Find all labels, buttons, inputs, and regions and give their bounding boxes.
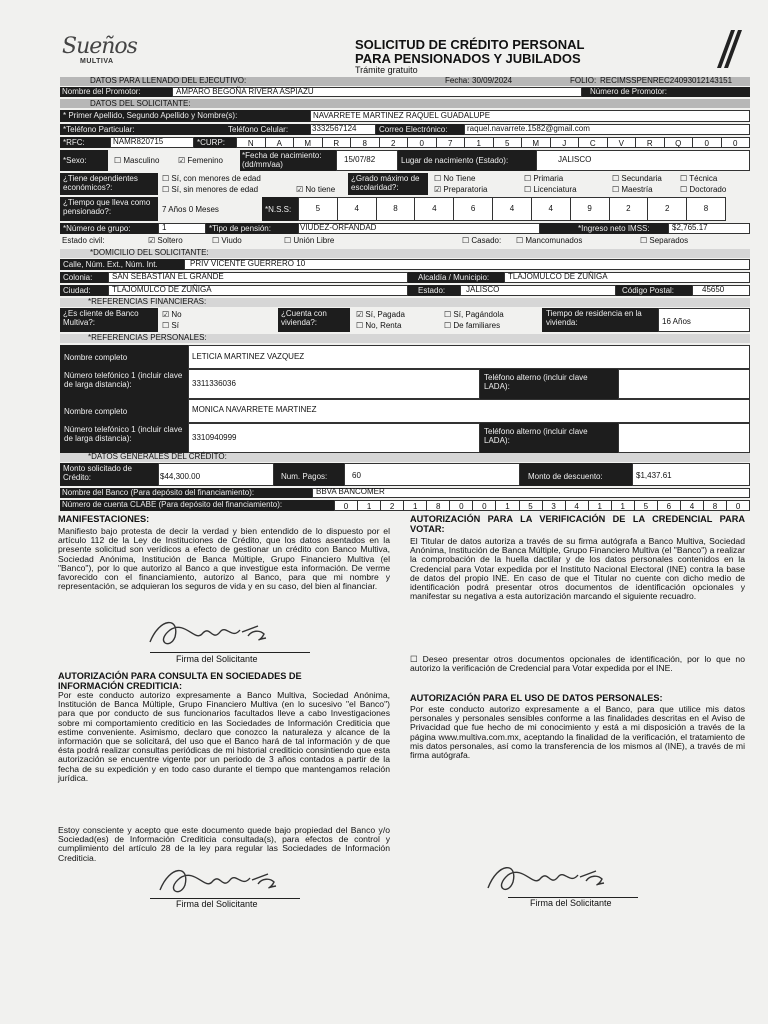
curp-char: 0 xyxy=(721,138,751,147)
curp-char: 2 xyxy=(379,138,408,147)
datos-text: Por este conducto autorizo expresamente a el Banco, para que utilice mis datos personales y personales sensibles conforme a las finalidades descritas en el Aviso de Privacidad que fue hecho de mi conocimiento y está a mi disposición a través de la página www.multiva.com.mx, aceptando la finalidad de la verificación, el tratamiento de mis datos personales, así como la transferencia de los mismos al (INE), a través de mi firma autógrafa. xyxy=(410,704,745,760)
dom-section-title: *DOMICILIO DEL SOLICITANTE: xyxy=(90,248,209,257)
tiempo-value: 7 Años 0 Meses xyxy=(162,205,219,214)
esc-opt-preparatoria[interactable]: ☑ Preparatoria xyxy=(434,185,488,194)
form-subtitle: Trámite gratuito xyxy=(355,65,418,75)
fecha-nac-value: 15/07/82 xyxy=(344,155,376,164)
curp-cells[interactable] xyxy=(236,137,750,148)
ingreso-value: $2,765.17 xyxy=(672,223,708,232)
clabe-digit: 0 xyxy=(472,501,495,510)
sol-section-title: DATOS DEL SOLICITANTE: xyxy=(90,99,191,108)
grupo-value: 1 xyxy=(162,223,167,232)
sic-title: AUTORIZACIÓN PARA CONSULTA EN SOCIEDADES DE INFORMACIÓN CREDITICIA: xyxy=(58,671,302,691)
folio-label: FOLIO: xyxy=(570,76,597,85)
tel-part-label: *Teléfono Particular: xyxy=(63,125,135,134)
clabe-digit: 8 xyxy=(426,501,449,510)
ref2-nombre-label: Nombre completo xyxy=(64,407,128,416)
clabe-digit: 5 xyxy=(634,501,657,510)
curp-char: 1 xyxy=(464,138,493,147)
signature-2 xyxy=(150,860,290,900)
curp-char: Q xyxy=(664,138,693,147)
vivienda-no-renta[interactable]: ☐ No, Renta xyxy=(356,321,402,330)
curp-char: 0 xyxy=(692,138,721,147)
nss-digit: 4 xyxy=(414,198,453,220)
banco-label: Nombre del Banco (Para depósito del financiamiento): xyxy=(62,488,255,497)
esc-opt-primaria[interactable]: ☐ Primaria xyxy=(524,174,564,183)
calle-value: PRIV VICENTE GUERRERO 10 xyxy=(190,259,306,268)
dep-opt-sin-menores[interactable]: ☐ Sí, sin menores de edad xyxy=(162,185,259,194)
cliente-label: ¿Es cliente de Banco Multiva?: xyxy=(63,309,139,327)
folio-value: RECIMSSPENREC24093012143151 xyxy=(600,76,733,85)
ref2-tel-value: 3310940999 xyxy=(192,433,237,442)
fecha-value: 30/09/2024 xyxy=(472,76,513,85)
dep-label: ¿Tiene dependientes económicos?: xyxy=(63,174,138,192)
vivienda-label: ¿Cuenta con vivienda?: xyxy=(281,309,327,327)
clabe-digit: 2 xyxy=(380,501,403,510)
exec-section-title: DATOS PARA LLENADO DEL EJECUTIVO: xyxy=(90,76,247,85)
lugar-label: Lugar de nacimiento (Estado): xyxy=(401,156,509,165)
desc-value: $1,437.61 xyxy=(636,471,672,480)
clabe-label: Número de cuenta CLABE (Para depósito del financiamiento): xyxy=(62,500,283,509)
pagos-field[interactable] xyxy=(344,463,520,486)
fecha-nac-label: *Fecha de nacimiento: (dd/mm/aa) xyxy=(242,151,322,169)
ref1-nombre-value: LETICIA MARTINEZ VAZQUEZ xyxy=(192,352,305,361)
civil-opt-viudo[interactable]: ☐ Viudo xyxy=(212,236,242,245)
nombre-value: NAVARRETE MARTINEZ RAQUEL GUADALUPE xyxy=(313,111,491,120)
residencia-label: Tiempo de residencia en la vivienda: xyxy=(546,309,642,327)
ine-title: AUTORIZACIÓN PARA LA VERIFICACIÓN DE LA CREDENCIAL PARA VOTAR: xyxy=(410,514,745,534)
ine-opt-checkbox[interactable]: ☐ Deseo presentar otros documentos opcionales de identificación, por lo que no autorizo la verificación de Credencial para Votar expedida por el INE. xyxy=(410,654,745,674)
fin-section-title: *REFERENCIAS FINANCIERAS: xyxy=(88,297,207,306)
curp-char: 8 xyxy=(350,138,379,147)
clabe-digit: 1 xyxy=(611,501,634,510)
vivienda-familiares[interactable]: ☐ De familiares xyxy=(444,321,501,330)
ref2-tel-label: Número telefónico 1 (incluir clave de larga distancia): xyxy=(64,425,183,443)
fecha-label: Fecha: xyxy=(445,76,470,85)
curp-char: R xyxy=(322,138,351,147)
nss-cells[interactable] xyxy=(298,197,726,221)
curp-char: N xyxy=(236,138,265,147)
ref2-alt-label: Teléfono alterno (incluir clave LADA): xyxy=(484,427,588,445)
firma-label-1: Firma del Solicitante xyxy=(176,654,258,664)
ref2-alt-field[interactable] xyxy=(618,423,750,453)
correo-value: raquel.navarrete.1582@gmail.com xyxy=(467,124,590,133)
alcaldia-label: Alcaldía / Municipio: xyxy=(418,273,490,282)
ref1-alt-field[interactable] xyxy=(618,369,750,399)
clabe-digit: 3 xyxy=(542,501,565,510)
curp-char: C xyxy=(578,138,607,147)
clabe-digit: 8 xyxy=(703,501,726,510)
cred-section-title: *DATOS GENERALES DEL CRÉDITO: xyxy=(88,452,227,461)
residencia-value: 16 Años xyxy=(662,317,691,326)
vivienda-si-pagada[interactable]: ☑ Sí, Pagada xyxy=(356,310,405,319)
cliente-no-checkbox[interactable]: ☑ No xyxy=(162,310,182,319)
datos-title: AUTORIZACIÓN PARA EL USO DE DATOS PERSONALES: xyxy=(410,693,663,703)
multiva-logo xyxy=(62,36,152,72)
rfc-value: NAMR820715 xyxy=(113,137,164,146)
curp-char: M xyxy=(293,138,322,147)
curp-char: V xyxy=(607,138,636,147)
curp-char: 5 xyxy=(493,138,522,147)
dep-opt-no-tiene[interactable]: ☑ No tiene xyxy=(296,185,336,194)
manifestaciones-text: Manifiesto bajo protesta de decir la verdad y bien entendido de lo dispuesto por el artículo 112 de la Ley de Instituciones de Crédito, que los datos asentados en la presente solicitud son verídicos a efecto de gestionar un crédito con Banco Multiva, Sociedad Anónima, Institución de Banca Múltiple, Grupo Financiero Multiva (el "Banco"), por lo que autorizo al Banco a que investigue esta información. De verme favorecido con el financiamiento, autorizo al Banco, para que mi nombre y representación, se adquieran los seguros de vida y en su caso, del bien al financiar. xyxy=(58,526,390,592)
vivienda-si-pagandola[interactable]: ☐ Sí, Pagándola xyxy=(444,310,504,319)
curp-label: *CURP: xyxy=(197,138,226,147)
cp-value: 45650 xyxy=(702,285,725,294)
tel-cel-value: 3332567124 xyxy=(312,124,357,133)
nss-digit: 6 xyxy=(453,198,492,220)
manifestaciones-title: MANIFESTACIONES: xyxy=(58,514,150,524)
promotor-label: Nombre del Promotor: xyxy=(62,87,141,96)
pagos-value: 60 xyxy=(352,471,361,480)
sexo-femenino-checkbox[interactable]: ☑ Femenino xyxy=(178,156,223,165)
monto-value: $44,300.00 xyxy=(160,472,201,481)
nss-digit: 4 xyxy=(531,198,570,220)
pagos-label: Num. Pagos: xyxy=(281,472,328,481)
form-title-line2: PARA PENSIONADOS Y JUBILADOS xyxy=(355,51,581,66)
esc-opt-tecnica[interactable]: ☐ Técnica xyxy=(680,174,718,183)
banco-value: BBVA BANCOMER xyxy=(316,487,385,496)
civil-opt-soltero[interactable]: ☑ Soltero xyxy=(148,236,183,245)
calle-label: Calle, Núm. Ext., Núm. Int. xyxy=(63,260,158,269)
clabe-digit: 4 xyxy=(680,501,703,510)
esc-opt-doctorado[interactable]: ☐ Doctorado xyxy=(680,185,727,194)
clabe-digit: 0 xyxy=(334,501,357,510)
clabe-digit: 5 xyxy=(519,501,542,510)
nss-digit: 8 xyxy=(376,198,415,220)
multiva-stripes-icon xyxy=(716,30,744,68)
grupo-label: *Número de grupo: xyxy=(63,224,131,233)
clabe-digit: 6 xyxy=(657,501,680,510)
ciudad-label: Ciudad: xyxy=(63,286,91,295)
civil-opt-union-libre[interactable]: ☐ Unión Libre xyxy=(284,236,335,245)
dep-opt-con-menores[interactable]: ☐ Sí, con menores de edad xyxy=(162,174,261,183)
esc-label: ¿Grado máximo de escolaridad?: xyxy=(351,174,420,192)
civil-opt-separados[interactable]: ☐ Separados xyxy=(640,236,689,245)
signature-1 xyxy=(140,612,280,652)
civil-opt-casado[interactable]: ☐ Casado: xyxy=(462,236,502,245)
ingreso-label: *Ingreso neto IMSS: xyxy=(578,224,650,233)
sic-text-2: Estoy consciente y acepto que este documento quede bajo propiedad del Banco y/o Sociedad(es) de Información Crediticia consultada(s), para efectos de control y cumplimiento del artículo 28 de la ley para regular las Sociedades de Información Crediticia. xyxy=(58,825,390,863)
clabe-digit: 4 xyxy=(565,501,588,510)
estado-label: Estado: xyxy=(418,286,446,295)
pers-section-title: *REFERENCIAS PERSONALES: xyxy=(88,333,207,342)
logo-brand: Sueños xyxy=(62,34,137,59)
nss-digit: 8 xyxy=(686,198,726,220)
logo-sub: MULTIVA xyxy=(80,58,114,65)
clabe-cells[interactable] xyxy=(334,500,750,511)
cliente-si-checkbox[interactable]: ☐ Sí xyxy=(162,321,179,330)
ref1-nombre-label: Nombre completo xyxy=(64,353,128,362)
esc-opt-secundaria[interactable]: ☐ Secundaria xyxy=(612,174,662,183)
nss-digit: 2 xyxy=(609,198,648,220)
nss-digit: 5 xyxy=(298,198,337,220)
lugar-value: JALISCO xyxy=(558,155,592,164)
ref1-tel-label: Número telefónico 1 (incluir clave de larga distancia): xyxy=(64,371,183,389)
tipo-value: VIUDEZ-ORFANDAD xyxy=(300,223,377,232)
nss-digit: 2 xyxy=(647,198,686,220)
civil-opt-mancomunados[interactable]: ☐ Mancomunados xyxy=(516,236,583,245)
nss-digit: 4 xyxy=(492,198,531,220)
num-promotor-label: Número de Promotor: xyxy=(590,87,667,96)
clabe-digit: 0 xyxy=(726,501,750,510)
civil-label: Estado civil: xyxy=(62,236,105,245)
curp-char: 0 xyxy=(407,138,436,147)
promotor-value: AMPARO BEGOÑA RIVERA ASPIAZU xyxy=(176,87,314,96)
clabe-digit: 1 xyxy=(495,501,518,510)
desc-label: Monto de descuento: xyxy=(528,472,603,481)
clabe-digit: 0 xyxy=(449,501,472,510)
sexo-label: *Sexo: xyxy=(63,156,87,165)
tiempo-label: ¿Tiempo que lleva como pensionado?: xyxy=(63,198,151,216)
estado-value: JALISCO xyxy=(466,285,500,294)
alcaldia-value: TLAJOMULCO DE ZUÑIGA xyxy=(508,272,608,281)
signature-line-1 xyxy=(150,652,310,653)
esc-opt-no-tiene[interactable]: ☐ No Tiene xyxy=(434,174,476,183)
ref1-tel-value: 3311336036 xyxy=(192,379,236,388)
monto-label: Monto solicitado de Crédito: xyxy=(63,464,132,482)
ref1-alt-label: Teléfono alterno (incluir clave LADA): xyxy=(484,373,588,391)
curp-char: 7 xyxy=(436,138,465,147)
rfc-label: *RFC: xyxy=(63,138,85,147)
tel-cel-label: Teléfono Celular: xyxy=(228,125,289,134)
curp-char: J xyxy=(550,138,579,147)
sexo-masculino-checkbox[interactable]: ☐ Masculino xyxy=(114,156,160,165)
colonia-value: SAN SEBASTIAN EL GRANDE xyxy=(112,272,224,281)
sic-text: Por este conducto autorizo expresamente a Banco Multiva, Sociedad Anónima, Institución de Banca Múltiple, Grupo Financiero Multiva (en lo sucesivo "el Banco") para que por conducto de sus funcionarios facultados lleve a cabo Investigaciones sobre mi comportamiento crediticio en las Sociedades de Información Crediticia que estime conveniente. Asimismo, declaro que conozco la naturaleza y alcance de la información que se solicitará, del uso que el Banco hará de tal información y de que ésta podrá realizar consultas periódicas de mi historial crediticio consintiendo que esta autorización se encuentre vigente por un periodo de 3 años contados a partir de la fecha de su expedición y en todo caso durante el tiempo que mantengamos relación jurídica. xyxy=(58,690,390,783)
nss-label: *N.S.S: xyxy=(265,205,292,214)
esc-opt-maestria[interactable]: ☐ Maestría xyxy=(612,185,653,194)
ref2-nombre-value: MONICA NAVARRETE MARTINEZ xyxy=(192,405,317,414)
ciudad-value: TLAJOMULCO DE ZUÑIGA xyxy=(112,285,212,294)
correo-label: Correo Electrónico: xyxy=(379,125,448,134)
cp-label: Código Postal: xyxy=(622,286,675,295)
firma-label-3: Firma del Solicitante xyxy=(530,898,612,908)
curp-char: R xyxy=(635,138,664,147)
curp-char: M xyxy=(521,138,550,147)
form-title-line1: SOLICITUD DE CRÉDITO PERSONAL xyxy=(355,37,585,52)
clabe-digit: 1 xyxy=(403,501,426,510)
curp-char: A xyxy=(265,138,294,147)
firma-label-2: Firma del Solicitante xyxy=(176,899,258,909)
signature-3 xyxy=(478,856,618,898)
nss-digit: 9 xyxy=(570,198,609,220)
nss-digit: 4 xyxy=(337,198,376,220)
ine-text: El Titular de datos autoriza a través de su firma autógrafa a Banco Multiva, Sociedad Anónima, Institución de Banca Múltiple, Grupo Financiero Multiva (el "Banco") a realizar la comprobación de la huella dactilar y de los datos personales contenidos en la Credencial para Votar expedida por el Instituto Nacional Electoral (INE) contra la base de datos del propio INE. En caso de que el Titular no cuente con dicho medio de identificación podrá presentar otros documentos de identificación opcionales y manifestar su negativa a esta autorización marcando el siguiente recuadro. xyxy=(410,536,745,602)
esc-opt-licenciatura[interactable]: ☐ Licenciatura xyxy=(524,185,577,194)
nombre-label: * Primer Apellido, Segundo Apellido y Nombre(s): xyxy=(63,111,238,120)
clabe-digit: 1 xyxy=(588,501,611,510)
clabe-digit: 1 xyxy=(357,501,380,510)
tipo-label: *Tipo de pensión: xyxy=(209,224,271,233)
colonia-label: Colonia: xyxy=(63,273,93,282)
